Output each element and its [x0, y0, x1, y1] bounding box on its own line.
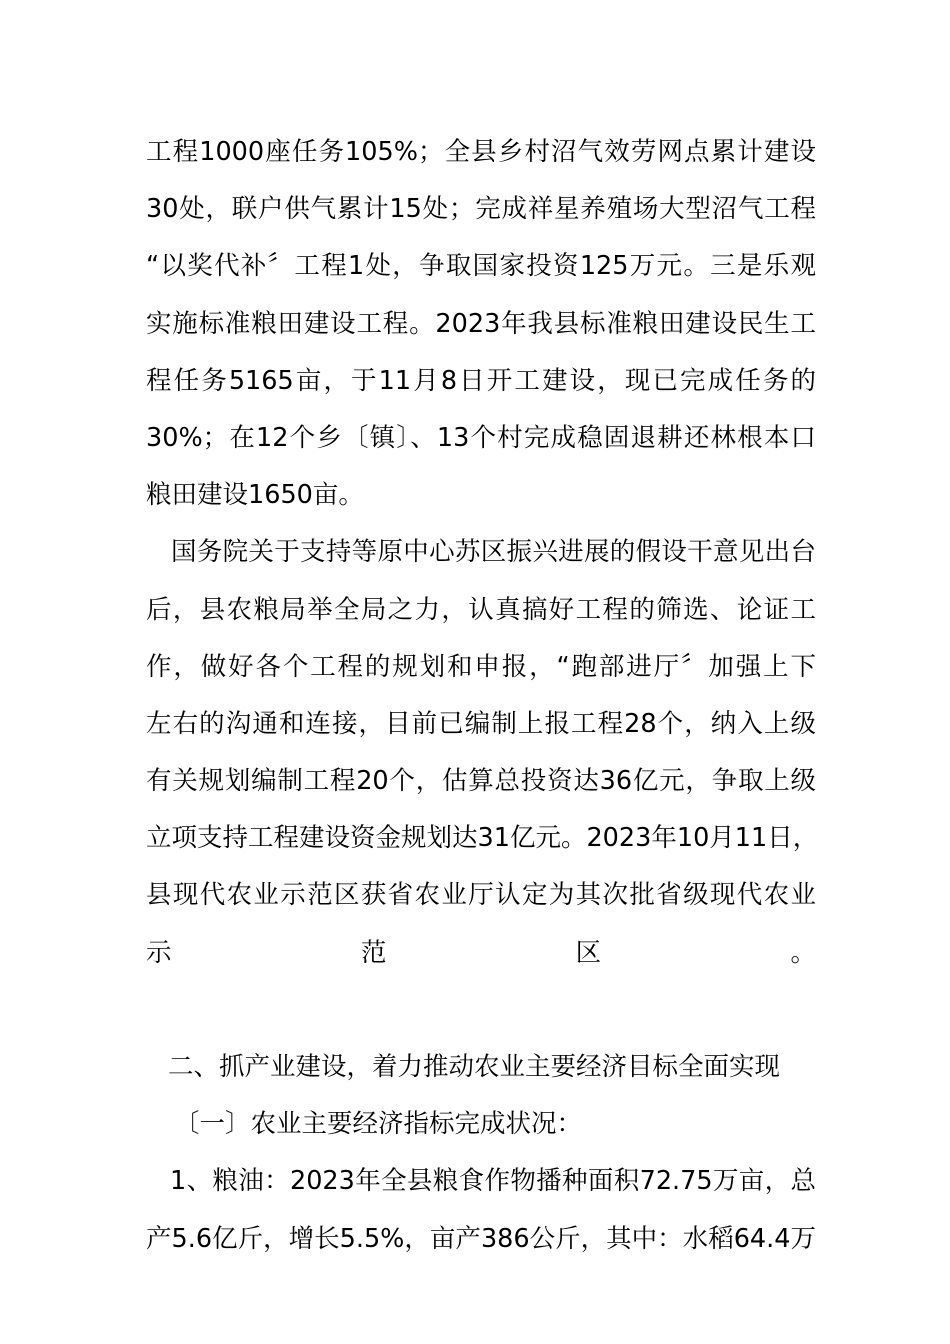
text-line	[146, 982, 816, 1039]
text-line: 左右的沟通和连接，目前已编制上报工程28个，纳入上级	[146, 708, 816, 739]
paragraph-project-summary	[146, 124, 816, 524]
section-heading-industry	[146, 1039, 816, 1096]
text-line: 程任务5165亩，于11月8日开工建设，现已完成任务的	[146, 365, 816, 396]
document-body	[146, 124, 819, 1268]
section-heading: 二、抓产业建设，着力推动农业主要经济目标全面实现	[168, 1052, 781, 1082]
text-line: “以奖代补〞工程1处，争取国家投资125万元。三是乐观	[146, 251, 816, 282]
subsection-heading-indicators	[146, 1096, 816, 1153]
text-line: 产5.6亿斤，增长5.5%，亩产386公斤，其中：水稻64.4万	[146, 1223, 816, 1254]
text-line: 1、粮油：2023年全县粮食作物播种面积72.75万亩，总	[170, 1166, 816, 1197]
text-line: 后，县农粮局举全局之力，认真搞好工程的筛选、论证工	[146, 594, 816, 625]
text-line: 立项支持工程建设资金规划达31亿元。2023年10月11日，	[146, 823, 819, 854]
text-line: 示范区。	[146, 937, 816, 968]
text-line: 国务院关于支持等原中心苏区振兴进展的假设干意见出台	[171, 537, 816, 568]
text-line: 实施标准粮田建设工程。2023年我县标准粮田建设民生工	[146, 308, 816, 339]
text-line: 作，做好各个工程的规划和申报，“跑部进厅〞加强上下	[146, 651, 816, 682]
subsection-heading: 〔一〕农业主要经济指标完成状况：	[174, 1109, 583, 1140]
paragraph-grain-oil	[146, 1153, 816, 1267]
text-line: 工程1000座任务105%；全县乡村沼气效劳网点累计建设	[146, 137, 816, 167]
text-line: 粮田建设1650亩。	[146, 480, 364, 511]
text-line: 30处，联户供气累计15处；完成祥星养殖场大型沼气工程	[146, 194, 816, 225]
paragraph-state-council-support	[146, 524, 819, 1039]
text-line: 县现代农业示范区获省农业厅认定为其次批省级现代农业	[146, 880, 816, 911]
text-line: 有关规划编制工程20个，估算总投资达36亿元，争取上级	[146, 766, 816, 797]
text-line: 30%；在12个乡〔镇〕、13个村完成稳固退耕还林根本口	[146, 422, 816, 453]
